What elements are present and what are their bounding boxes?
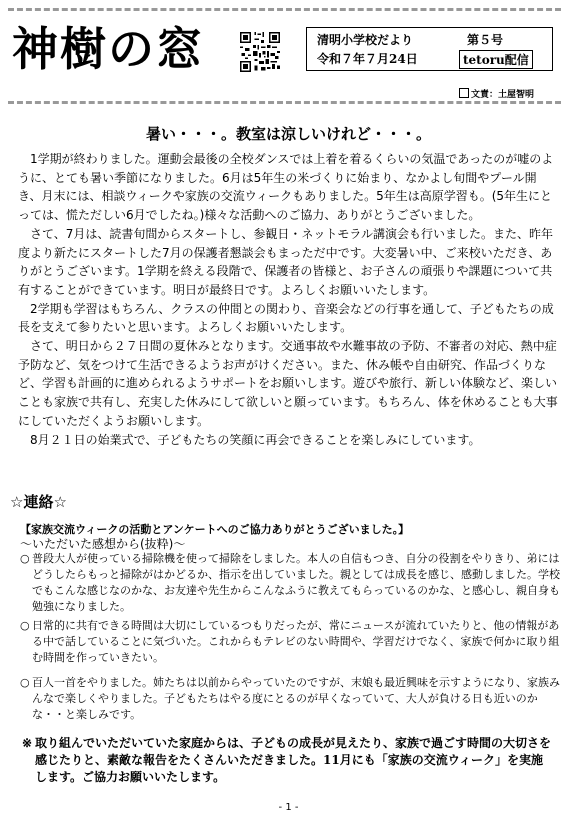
feedback-text: 日常的に共有できる時間は大切にしているつもりだったが、常にニュースが流れていたりと、他の情報がある中で話していることに気づいた。これからもテレビのない時間や、学習だけでなく、家族で何かに取り組む時間を作っていきたい。: [32, 619, 560, 664]
feedback-text: 百人一首をやりました。姉たちは以前からやっていたのですが、末娘も最近興味を示すようになり、家族みんなで楽しくやりました。子どもたちはやる度にとるのが早くなっていて、大人が負ける日も近いのかな・・と楽しみです。: [32, 676, 560, 721]
feedback-entry: [20, 618, 560, 666]
checkbox-square-icon: [459, 88, 469, 98]
body-paragraph: さて、7月は、読書旬間からスタートし、参観日・ネットモラル講演会も行いました。また、昨年度より新たにスタートした7月の保護者懇談会もまっただ中です。大変暑い中、ご来校いただき、ありがとうございます。1学期を終える段階で、保護者の皆様と、お子さんの頑張りや課題について共有することができています。明日が最終日です。よろしくお願いいたします。: [18, 226, 554, 297]
issue-date: 令和７年７月24日: [317, 52, 418, 66]
feedback-entry: [20, 551, 560, 615]
author-text: 文責：土屋智明: [471, 90, 535, 100]
feedback-text: 普段大人が使っている掃除機を使って掃除をしました。本人の自信もつき、自分の役割をやりきり、弟にはどうしたらもっと掃除がはかどるか、指示を出していました。親としては成長を感じ、感動しました。学校でもこんな感じなのかな、お友達や先生からこんなふうに教えてもらっているのかな、と感心し、親自身も勉強になりました。: [32, 552, 560, 613]
distribution-label: tetoru配信: [459, 50, 533, 69]
bullet-circle-icon: ○: [20, 552, 30, 565]
body-paragraph: 1学期が終わりました。運動会最後の全校ダンスでは上着を着るくらいの気温であったのが嘘のように、とても暑い季節になりました。6月は5年生の米づくりに始まり、なかよし旬間やプール開き、月末には、相談ウィークや家族の交流ウィークもありました。5年生は高原学習も。(5年生にとっては、慌ただしい6月でしたね。)様々な活動へのご協力、ありがとうございました。: [18, 152, 554, 223]
body-paragraph: 2学期も学習はもちろん、クラスの仲間との関わり、音楽会などの行事を通して、子どもたちの成長を支えて参りたいと思います。よろしくお願いいたします。: [18, 301, 554, 335]
contact-heading: ☆連絡☆: [10, 493, 67, 511]
qr-code-icon: [240, 32, 280, 72]
header-dashed-divider: [8, 101, 561, 104]
body-paragraph: さて、明日から２７日間の夏休みとなります。交通事故や水難事故の予防、不審者の対応、熱中症予防など、気をつけて生活できるようお声がけください。また、休み帳や自由研究、作品づくりなど、学習も計画的に進められるようサポートをお願いします。遊びや旅行、新しい体験など、楽しいことも家族で共有し、充実した休みにして欲しいと願っています。もちろん、体を休めることも大事にしていただくようお願いします。: [18, 339, 558, 428]
article-body: [18, 150, 558, 449]
issue-number: 第５号: [467, 33, 504, 47]
page-number: - 1 -: [278, 802, 299, 813]
issue-info-box: [306, 27, 553, 71]
closing-note: [22, 735, 552, 786]
notice-subtitle: ～いただいた感想から(抜粋)～: [20, 537, 186, 551]
closing-text: 取り組んでいただいていた家庭からは、子どもの成長が見えたり、家族で過ごす時間の大切さを感じたりと、素敵な報告をたくさんいただきました。11月にも「家族の交流ウィーク」を実施します。ご協力お願いいたします。: [35, 736, 552, 784]
notice-title: 【家族交流ウィークの活動とアンケートへのご協力ありがとうございました。】: [20, 523, 410, 536]
newsletter-title: 神樹の窓: [12, 22, 204, 76]
feedback-entry: [20, 675, 560, 723]
publisher-name: 清明小学校だより: [317, 33, 414, 47]
body-paragraph: 8月２１日の始業式で、子どもたちの笑顔に再会できることを楽しみにしています。: [30, 432, 481, 447]
bullet-circle-icon: ○: [20, 619, 30, 632]
reference-mark-icon: ※: [22, 736, 33, 750]
author-credit: [459, 87, 534, 100]
headline: 暑い・・・。教室は涼しいけれど・・・。: [145, 125, 431, 143]
top-dashed-divider: [8, 8, 561, 11]
bullet-circle-icon: ○: [20, 676, 30, 689]
